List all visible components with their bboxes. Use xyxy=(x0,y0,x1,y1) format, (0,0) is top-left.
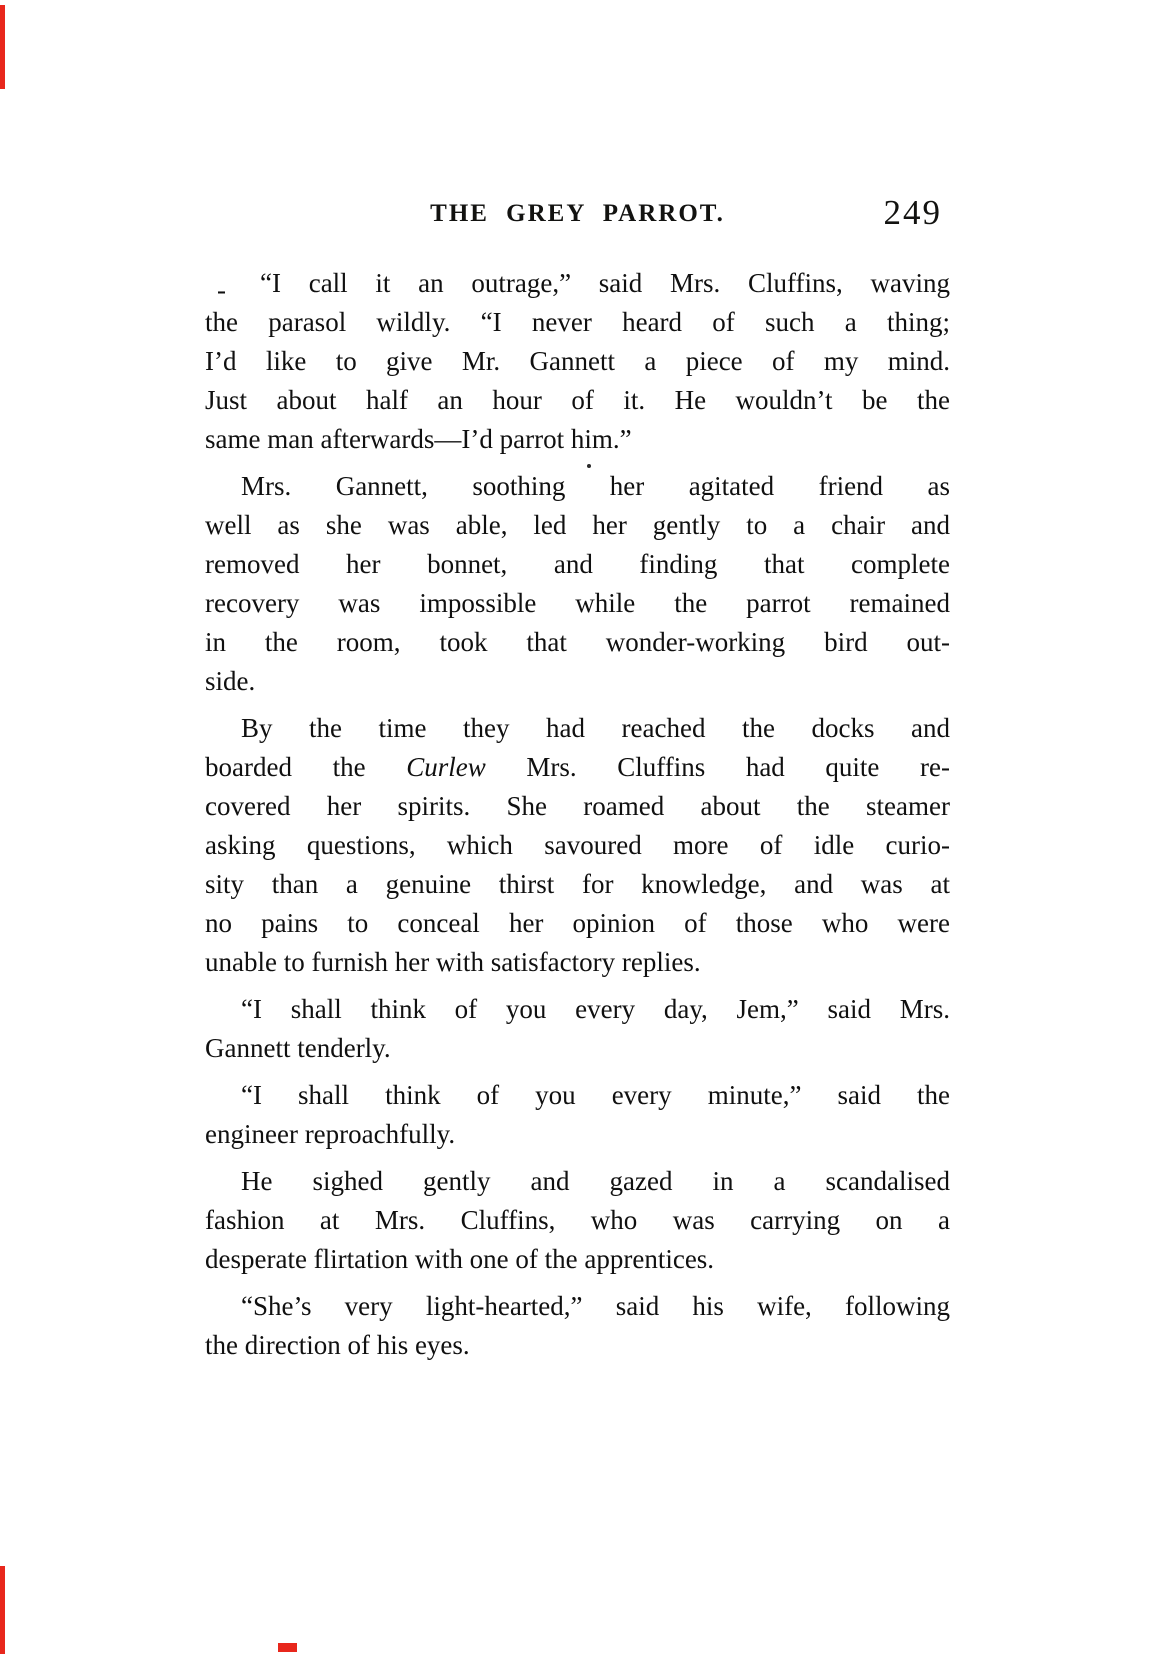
text-line xyxy=(205,1115,950,1154)
text-line xyxy=(205,303,950,342)
text-segment: sity than a genuine thirst for knowledge, and was at xyxy=(205,869,950,899)
text-line xyxy=(205,342,950,381)
text-line xyxy=(205,1201,950,1240)
text-segment: boarded the xyxy=(205,752,407,782)
text-segment: “I call it an outrage,” said Mrs. Cluffins, waving xyxy=(260,268,950,298)
text-segment: asking questions, which savoured more of idle curio- xyxy=(205,830,950,860)
text-segment: removed her bonnet, and finding that complete xyxy=(205,549,950,579)
text-line xyxy=(205,623,950,662)
text-segment: well as she was able, led her gently to a chair and xyxy=(205,510,950,540)
text-line xyxy=(205,545,950,584)
paragraph-3 xyxy=(205,709,950,982)
text-segment: the parasol wildly. “I never heard of such a thing; xyxy=(205,307,950,337)
running-title: THE GREY PARROT. xyxy=(430,200,725,227)
text-segment: in the room, took that wonder-working bird out- xyxy=(205,627,950,657)
text-line xyxy=(205,1162,950,1201)
text-segment: desperate flirtation with one of the apprentices. xyxy=(205,1244,715,1274)
text-segment: the direction of his eyes. xyxy=(205,1330,470,1360)
paragraph-2 xyxy=(205,467,950,701)
page-body xyxy=(205,264,950,1373)
text-segment: side. xyxy=(205,666,256,696)
text-line xyxy=(205,865,950,904)
paragraph-6 xyxy=(205,1162,950,1279)
text-segment: I’d like to give Mr. Gannett a piece of my mind. xyxy=(205,346,950,376)
text-segment: Gannett tenderly. xyxy=(205,1033,391,1063)
paragraph-5 xyxy=(205,1076,950,1154)
red-edge-mark-top-left xyxy=(0,5,5,89)
text-segment: Mrs. Cluffins had quite re- xyxy=(485,752,950,782)
paragraph-7 xyxy=(205,1287,950,1365)
text-segment: same man afterwards—I’d parrot him.” xyxy=(205,424,632,454)
red-edge-mark-bottom-left xyxy=(0,1566,5,1654)
text-segment: “I shall think of you every day, Jem,” said Mrs. xyxy=(241,994,950,1024)
text-segment: He sighed gently and gazed in a scandalised xyxy=(241,1166,950,1196)
paragraph-4 xyxy=(205,990,950,1068)
text-line xyxy=(205,467,950,506)
text-line xyxy=(205,1326,950,1365)
text-segment: Just about half an hour of it. He wouldn’t be the xyxy=(205,385,950,415)
paragraph-1 xyxy=(205,264,950,459)
text-line xyxy=(205,1240,950,1279)
text-line xyxy=(205,709,950,748)
text-segment: By the time they had reached the docks and xyxy=(241,713,950,743)
text-segment: covered her spirits. She roamed about the steamer xyxy=(205,791,950,821)
text-line xyxy=(205,1029,950,1068)
text-segment: unable to furnish her with satisfactory replies. xyxy=(205,947,701,977)
text-segment: no pains to conceal her opinion of those who were xyxy=(205,908,950,938)
text-line xyxy=(205,787,950,826)
text-line xyxy=(205,662,950,701)
text-line xyxy=(205,748,950,787)
page-header xyxy=(205,193,950,240)
text-line xyxy=(205,381,950,420)
text-segment: engineer reproachfully. xyxy=(205,1119,456,1149)
text-line xyxy=(205,826,950,865)
text-line xyxy=(205,584,950,623)
text-segment: Mrs. Gannett, soothing her agitated friend as xyxy=(241,471,950,501)
text-line xyxy=(205,990,950,1029)
text-line xyxy=(205,1287,950,1326)
text-line xyxy=(205,506,950,545)
text-segment: “She’s very light-hearted,” said his wife, following xyxy=(241,1291,950,1321)
text-line xyxy=(205,1076,950,1115)
text-segment: fashion at Mrs. Cluffins, who was carrying on a xyxy=(205,1205,950,1235)
text-line xyxy=(205,904,950,943)
red-edge-mark-bottom-dash xyxy=(278,1643,297,1652)
text-segment: “I shall think of you every minute,” said the xyxy=(241,1080,950,1110)
text-line xyxy=(205,264,950,303)
text-line xyxy=(205,420,950,459)
ship-name-italic: Curlew xyxy=(406,752,486,782)
stray-margin-mark: - xyxy=(217,275,226,305)
ink-speck xyxy=(587,464,591,468)
text-line xyxy=(205,943,950,982)
text-segment: recovery was impossible while the parrot remained xyxy=(205,588,950,618)
page-number: 249 xyxy=(883,193,942,232)
